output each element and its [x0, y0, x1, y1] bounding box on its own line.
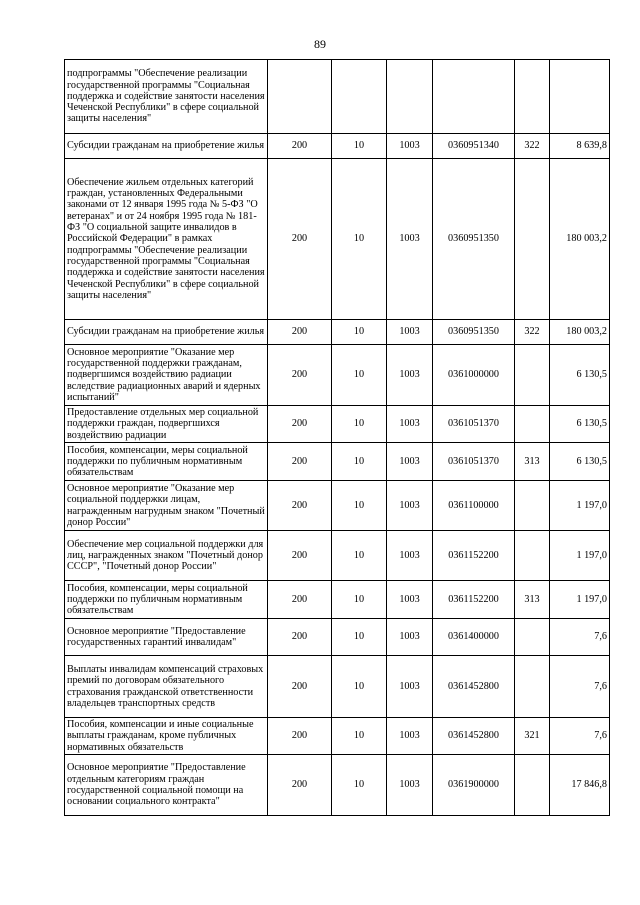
row-ministry: 200	[268, 581, 332, 619]
row-ministry: 200	[268, 619, 332, 656]
row-ministry: 200	[268, 443, 332, 481]
row-target: 0361452800	[433, 718, 515, 755]
row-type: 322	[515, 134, 550, 159]
row-amount	[550, 60, 610, 134]
row-section: 10	[332, 531, 387, 581]
row-section: 10	[332, 755, 387, 816]
row-ministry: 200	[268, 345, 332, 406]
table-row	[65, 581, 610, 619]
row-name: Пособия, компенсации, меры социальной поддержки по публичным нормативным обязательствам	[65, 581, 268, 619]
row-subsection: 1003	[387, 656, 433, 718]
row-name: Субсидии гражданам на приобретение жилья	[65, 320, 268, 345]
table-row	[65, 320, 610, 345]
row-target: 0361051370	[433, 406, 515, 443]
row-name: Основное мероприятие "Оказание мер государственной поддержки гражданам, подвергшимся воздействию радиации вследствие радиационных аварий и ядерных испытаний"	[65, 345, 268, 406]
row-subsection: 1003	[387, 443, 433, 481]
page-number: 89	[314, 37, 326, 51]
row-section	[332, 60, 387, 134]
row-section: 10	[332, 481, 387, 531]
row-name: Основное мероприятие "Предоставление государственных гарантий инвалидам"	[65, 619, 268, 656]
row-section: 10	[332, 134, 387, 159]
row-section: 10	[332, 656, 387, 718]
row-section: 10	[332, 345, 387, 406]
row-amount: 1 197,0	[550, 481, 610, 531]
row-subsection: 1003	[387, 755, 433, 816]
table-row	[65, 60, 610, 134]
budget-table	[64, 59, 610, 816]
table-row	[65, 159, 610, 320]
row-name: Основное мероприятие "Оказание мер социальной поддержки лицам, награжденным нагрудным знаком "Почетный донор России"	[65, 481, 268, 531]
row-section: 10	[332, 159, 387, 320]
row-subsection: 1003	[387, 134, 433, 159]
table-row	[65, 619, 610, 656]
row-target: 0361400000	[433, 619, 515, 656]
row-name: Пособия, компенсации, меры социальной поддержки по публичным нормативным обязательствам	[65, 443, 268, 481]
row-amount: 6 130,5	[550, 443, 610, 481]
row-subsection: 1003	[387, 581, 433, 619]
row-section: 10	[332, 619, 387, 656]
row-type	[515, 531, 550, 581]
row-name: подпрограммы "Обеспечение реализации государственной программы "Социальная поддержка и содействие занятости населения Чеченской Республики" в сфере социальной защиты населения"	[65, 60, 268, 134]
row-target: 0361000000	[433, 345, 515, 406]
table-row	[65, 481, 610, 531]
row-type	[515, 159, 550, 320]
row-ministry: 200	[268, 656, 332, 718]
row-type	[515, 60, 550, 134]
row-target: 0360951350	[433, 320, 515, 345]
row-amount: 180 003,2	[550, 320, 610, 345]
row-ministry: 200	[268, 481, 332, 531]
row-type: 321	[515, 718, 550, 755]
table-row	[65, 531, 610, 581]
row-amount: 180 003,2	[550, 159, 610, 320]
row-name: Основное мероприятие "Предоставление отдельным категориям граждан государственной социальной помощи на основании социального контракта"	[65, 755, 268, 816]
row-ministry: 200	[268, 531, 332, 581]
row-subsection: 1003	[387, 406, 433, 443]
row-subsection: 1003	[387, 619, 433, 656]
row-amount: 1 197,0	[550, 581, 610, 619]
table-row	[65, 656, 610, 718]
table-row	[65, 718, 610, 755]
row-target: 0361900000	[433, 755, 515, 816]
row-amount: 1 197,0	[550, 531, 610, 581]
row-amount: 7,6	[550, 619, 610, 656]
row-type	[515, 481, 550, 531]
row-type: 313	[515, 581, 550, 619]
row-ministry: 200	[268, 755, 332, 816]
row-name: Обеспечение жильем отдельных категорий граждан, установленных Федеральными законами от 12 января 1995 года № 5-ФЗ "О ветеранах" и от 24 ноября 1995 года № 181-ФЗ "О социальной защите инвалидов в Российской Федерации" в рамках подпрограммы "Обеспечение реализации государственной программы "Социальная поддержка и содействие занятости населения Чеченской Республики" в сфере социальной защиты населения"	[65, 159, 268, 320]
row-name: Субсидии гражданам на приобретение жилья	[65, 134, 268, 159]
table-row	[65, 443, 610, 481]
row-name: Предоставление отдельных мер социальной поддержки граждан, подвергшихся воздействию радиации	[65, 406, 268, 443]
table-row	[65, 345, 610, 406]
row-target: 0360951350	[433, 159, 515, 320]
row-amount: 8 639,8	[550, 134, 610, 159]
row-subsection: 1003	[387, 531, 433, 581]
row-amount: 7,6	[550, 718, 610, 755]
row-type	[515, 345, 550, 406]
row-type	[515, 619, 550, 656]
row-type	[515, 656, 550, 718]
row-section: 10	[332, 320, 387, 345]
row-subsection: 1003	[387, 159, 433, 320]
row-amount: 6 130,5	[550, 406, 610, 443]
row-target: 0361152200	[433, 581, 515, 619]
row-name: Пособия, компенсации и иные социальные выплаты гражданам, кроме публичных нормативных обязательств	[65, 718, 268, 755]
row-ministry: 200	[268, 320, 332, 345]
row-subsection: 1003	[387, 718, 433, 755]
row-ministry: 200	[268, 406, 332, 443]
row-section: 10	[332, 718, 387, 755]
table-row	[65, 755, 610, 816]
row-target: 0361051370	[433, 443, 515, 481]
row-ministry: 200	[268, 718, 332, 755]
row-target: 0361100000	[433, 481, 515, 531]
row-section: 10	[332, 581, 387, 619]
row-type: 313	[515, 443, 550, 481]
row-amount: 6 130,5	[550, 345, 610, 406]
row-subsection: 1003	[387, 481, 433, 531]
row-type: 322	[515, 320, 550, 345]
row-section: 10	[332, 443, 387, 481]
row-ministry: 200	[268, 134, 332, 159]
row-target: 0361452800	[433, 656, 515, 718]
row-ministry	[268, 60, 332, 134]
row-name: Обеспечение мер социальной поддержки для лиц, награжденных знаком "Почетный донор СССР", "Почетный донор России"	[65, 531, 268, 581]
row-name: Выплаты инвалидам компенсаций страховых премий по договорам обязательного страхования гражданской ответственности владельцев транспортных средств	[65, 656, 268, 718]
row-subsection: 1003	[387, 320, 433, 345]
row-type	[515, 755, 550, 816]
row-type	[515, 406, 550, 443]
row-amount: 17 846,8	[550, 755, 610, 816]
row-subsection: 1003	[387, 345, 433, 406]
row-target: 0360951340	[433, 134, 515, 159]
row-subsection	[387, 60, 433, 134]
row-section: 10	[332, 406, 387, 443]
row-amount: 7,6	[550, 656, 610, 718]
table-row	[65, 134, 610, 159]
table-row	[65, 406, 610, 443]
row-ministry: 200	[268, 159, 332, 320]
row-target	[433, 60, 515, 134]
row-target: 0361152200	[433, 531, 515, 581]
